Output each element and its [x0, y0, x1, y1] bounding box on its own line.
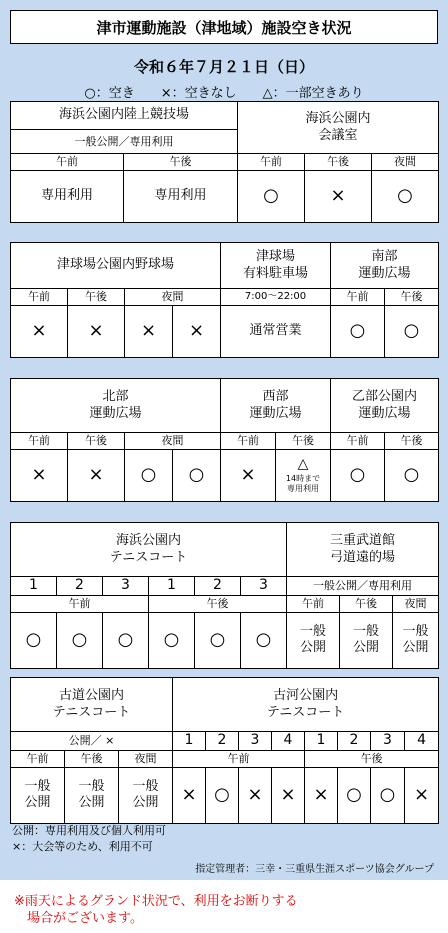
- time-header-am: 午前: [287, 595, 340, 612]
- court-number: 2: [57, 577, 103, 596]
- facility-name: 海浜公園内 会議室: [238, 102, 439, 154]
- status-cell: 専用利用: [124, 171, 238, 223]
- status-cell: ×: [68, 450, 125, 502]
- time-header-am: 午前: [173, 750, 305, 767]
- court-number: 2: [195, 577, 241, 596]
- court-number: 2: [338, 732, 371, 751]
- rain-warning: [14, 894, 298, 928]
- usage-type-label: 一般公開／専用利用: [11, 130, 238, 154]
- time-header-pm: 午後: [385, 289, 439, 306]
- facility-name: 三重武道館 弓道遠的場: [287, 523, 439, 577]
- court-number: 4: [272, 732, 305, 751]
- status-cell: ×: [221, 450, 276, 502]
- time-header-pm: 午後: [305, 154, 372, 171]
- status-cell: ○: [385, 450, 439, 502]
- status-cell: ○: [103, 612, 149, 668]
- status-cell: ×: [11, 306, 68, 358]
- facility-name: 海浜公園内陸上競技場: [11, 102, 238, 130]
- time-header-pm: 午後: [65, 750, 119, 767]
- facility-name: 西部 運動広場: [221, 379, 331, 433]
- time-header-night: 夜間: [393, 595, 439, 612]
- status-cell: 専用利用: [11, 171, 124, 223]
- status-cell: ×: [272, 767, 305, 823]
- parking-status: 通常営業: [221, 306, 331, 358]
- status-cell: ×: [305, 767, 338, 823]
- status-cell: 一般 公開: [11, 767, 65, 823]
- facility-name: 古道公園内 テニスコート: [11, 678, 173, 732]
- time-header-am: 午前: [11, 595, 149, 612]
- table-tennis-kyudo: [10, 522, 439, 669]
- time-header-am: 午前: [11, 154, 124, 171]
- court-number: 3: [103, 577, 149, 596]
- time-header-night: 夜間: [125, 289, 221, 306]
- time-header-pm: 午後: [385, 433, 439, 450]
- time-header-pm: 午後: [124, 154, 238, 171]
- time-header-pm: 午後: [68, 289, 125, 306]
- time-header-pm: 午後: [276, 433, 331, 450]
- table-undo-hiroba: [10, 378, 439, 502]
- time-header-night: 夜間: [119, 750, 173, 767]
- status-cell: ○: [195, 612, 241, 668]
- rain-warning-line1: ※雨天によるグランド状況で、利用をお断りする: [14, 894, 298, 909]
- time-header-am: 午前: [11, 289, 68, 306]
- status-cell: ○: [331, 450, 385, 502]
- court-number: 1: [305, 732, 338, 751]
- time-header-pm: 午後: [340, 595, 393, 612]
- manager-label: 指定管理者：三幸・三重県生涯スポーツ協会グループ: [195, 864, 434, 875]
- court-number: 1: [11, 577, 57, 596]
- status-cell-partial: [276, 450, 331, 502]
- status-cell: ×: [11, 450, 68, 502]
- time-header-pm: 午後: [305, 750, 439, 767]
- status-cell: 一般 公開: [393, 612, 439, 668]
- symbol-legend: ○：空き ×：空きなし △：一部空きあり: [84, 86, 364, 101]
- parking-hours: 7:00～22:00: [221, 289, 331, 306]
- status-cell: ○: [57, 612, 103, 668]
- status-cell: ○: [385, 306, 439, 358]
- table-yakyujo: [10, 242, 439, 358]
- facility-name: 北部 運動広場: [11, 379, 221, 433]
- status-cell: ○: [238, 171, 305, 223]
- table-tennis-courts: [10, 677, 439, 824]
- time-header-am: 午前: [11, 750, 65, 767]
- usage-type-label: 公開／ ×: [11, 732, 173, 751]
- status-cell: ○: [206, 767, 239, 823]
- status-cell: ○: [338, 767, 371, 823]
- time-header-am: 午前: [11, 433, 68, 450]
- court-number: 3: [239, 732, 272, 751]
- page-title: 津市運動施設（津地域）施設空き状況: [10, 10, 438, 44]
- status-cell: ×: [239, 767, 272, 823]
- status-cell: ×: [173, 306, 221, 358]
- status-cell: 一般 公開: [65, 767, 119, 823]
- facility-name: 海浜公園内 テニスコート: [11, 523, 287, 577]
- status-cell: ○: [371, 767, 405, 823]
- status-cell: 一般 公開: [340, 612, 393, 668]
- time-header-night: 夜間: [125, 433, 221, 450]
- status-cell: 一般 公開: [119, 767, 173, 823]
- court-number: 1: [173, 732, 206, 751]
- court-number: 3: [241, 577, 287, 596]
- facility-name: 乙部公園内 運動広場: [331, 379, 439, 433]
- status-cell: ○: [125, 450, 173, 502]
- time-header-night: 夜間: [372, 154, 439, 171]
- time-header-am: 午前: [331, 289, 385, 306]
- facility-name: 古河公園内 テニスコート: [173, 678, 439, 732]
- time-header-am: 午前: [221, 433, 276, 450]
- time-header-pm: 午後: [149, 595, 287, 612]
- facility-name: 南部 運動広場: [331, 243, 439, 289]
- status-cell: ○: [173, 450, 221, 502]
- partial-note: 14時まで 専用利用: [285, 473, 321, 494]
- partial-symbol: △: [297, 456, 309, 473]
- status-cell: ×: [305, 171, 372, 223]
- status-cell: ○: [331, 306, 385, 358]
- status-cell: ○: [372, 171, 439, 223]
- facility-name: 津球場公園内野球場: [11, 243, 221, 289]
- time-header-am: 午前: [331, 433, 385, 450]
- schedule-date: 令和６年７月２１日（日）: [133, 58, 314, 76]
- table-rikujo-kaigishitsu: [10, 101, 439, 223]
- status-cell: ○: [149, 612, 195, 668]
- status-cell: ×: [173, 767, 206, 823]
- note-public: 公開：専用利用及び個人利用可: [12, 824, 166, 837]
- note-unavailable: ×：大会等のため、利用不可: [12, 840, 153, 853]
- status-cell: ○: [11, 612, 57, 668]
- court-number: 3: [371, 732, 405, 751]
- status-cell: 一般 公開: [287, 612, 340, 668]
- facility-name: 津球場 有料駐車場: [221, 243, 331, 289]
- status-cell: ×: [405, 767, 439, 823]
- status-cell: ×: [68, 306, 125, 358]
- time-header-pm: 午後: [68, 433, 125, 450]
- court-number: 4: [405, 732, 439, 751]
- time-header-am: 午前: [238, 154, 305, 171]
- court-number: 1: [149, 577, 195, 596]
- rain-warning-line2: 場合がございます。: [14, 910, 143, 926]
- usage-type-label: 一般公開／専用利用: [287, 577, 439, 596]
- status-cell: ○: [241, 612, 287, 668]
- status-cell: ×: [125, 306, 173, 358]
- court-number: 2: [206, 732, 239, 751]
